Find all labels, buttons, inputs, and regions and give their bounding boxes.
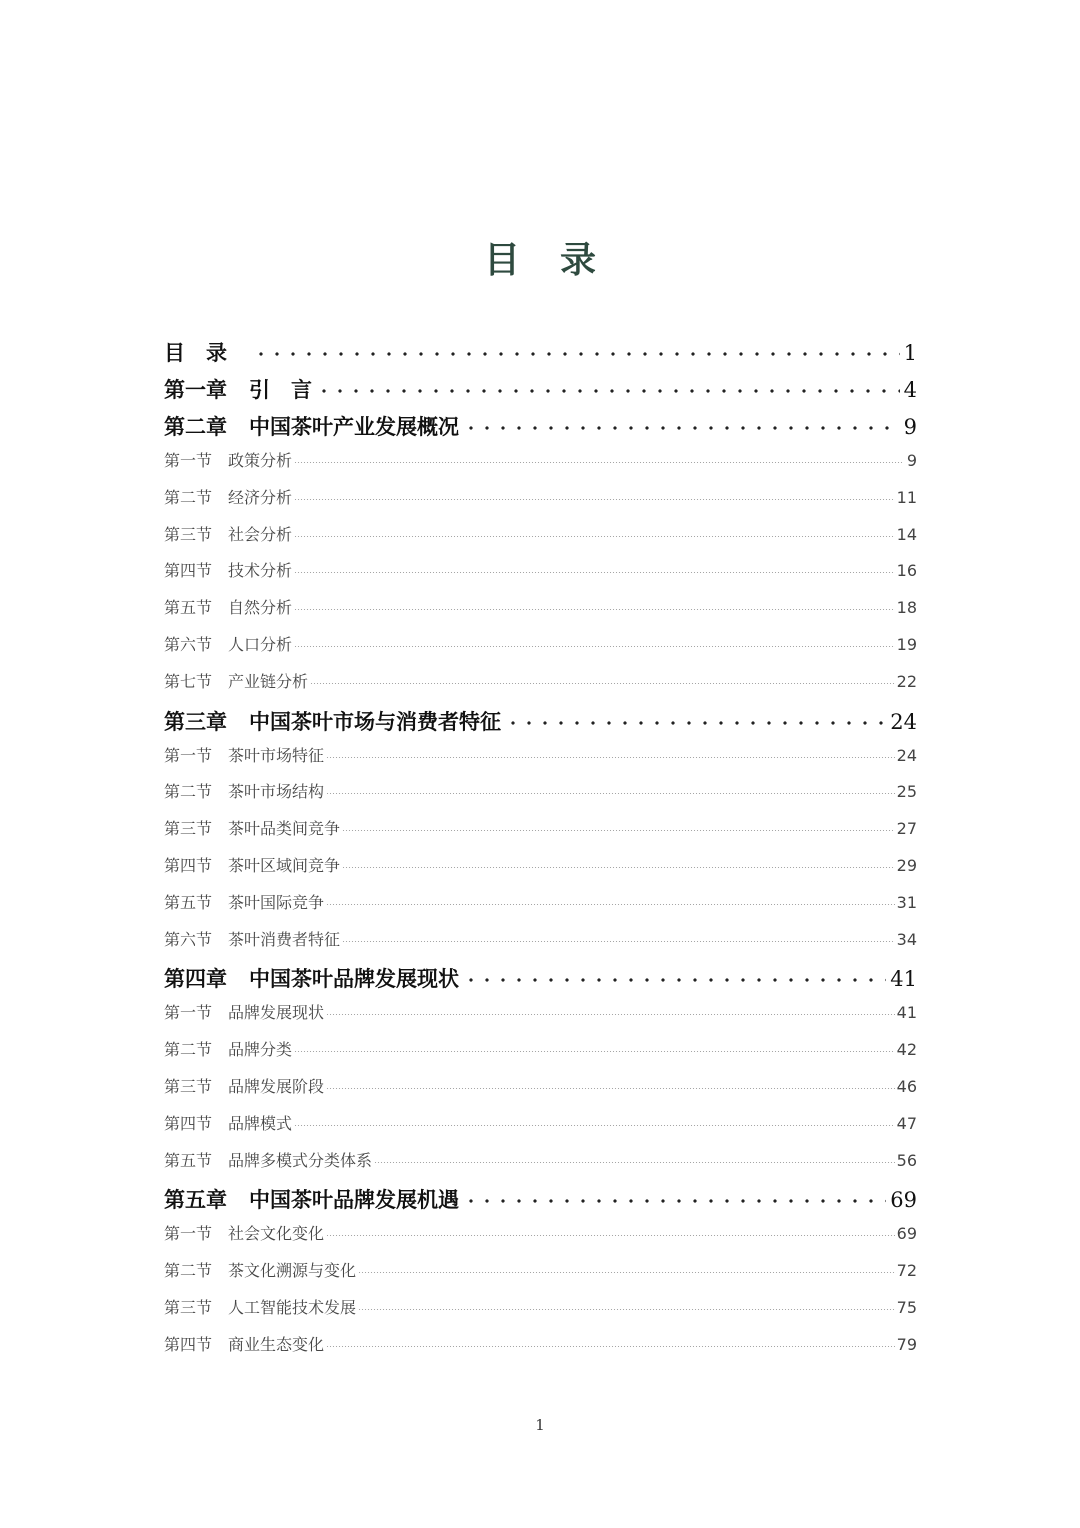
toc-entry-number: 第七节 xyxy=(164,671,213,691)
dot-leader xyxy=(326,1088,895,1089)
toc-entry-label: 商业生态变化 xyxy=(228,1334,325,1354)
toc-entry-label: 社会文化变化 xyxy=(228,1224,325,1244)
dot-leader xyxy=(463,426,900,430)
toc-entry-title xyxy=(164,1184,459,1214)
toc-section-entry[interactable] xyxy=(164,1258,917,1295)
toc-entry-title xyxy=(164,1258,356,1281)
toc-entry-title xyxy=(164,1332,324,1355)
toc-section-entry[interactable] xyxy=(164,1221,917,1258)
toc-entry-page: 9 xyxy=(906,451,917,470)
dot-leader xyxy=(310,683,895,684)
toc-entry-label: 茶叶市场特征 xyxy=(228,745,325,765)
toc-entry-page: 72 xyxy=(896,1261,917,1281)
toc-entry-title xyxy=(164,853,340,876)
toc-entry-title xyxy=(164,927,340,950)
toc-entry-number: 第一节 xyxy=(164,451,213,470)
toc-entry-number: 第四节 xyxy=(164,855,213,875)
toc-chapter-entry[interactable] xyxy=(164,337,917,374)
dot-leader xyxy=(294,499,895,500)
toc-entry-label: 茶叶品类间竞争 xyxy=(228,819,341,839)
toc-entry-title xyxy=(164,411,459,441)
toc-entry-number: 第三节 xyxy=(164,1297,213,1317)
toc-section-entry[interactable] xyxy=(164,669,917,706)
toc-entry-title xyxy=(164,558,292,581)
toc-entry-page: 34 xyxy=(896,929,917,949)
toc-entry-label: 茶叶国际竞争 xyxy=(228,892,325,912)
toc-entry-label: 品牌分类 xyxy=(228,1040,293,1060)
dot-leader xyxy=(463,1199,886,1203)
toc-section-entry[interactable] xyxy=(164,485,917,522)
toc-section-entry[interactable] xyxy=(164,1111,917,1148)
toc-entry-title xyxy=(164,816,340,839)
dot-leader xyxy=(326,793,895,794)
dot-leader xyxy=(253,352,900,356)
toc-entry-number: 第三章 xyxy=(164,709,227,734)
toc-section-entry[interactable] xyxy=(164,522,917,559)
dot-leader xyxy=(294,572,895,573)
toc-entry-number: 第一节 xyxy=(164,745,213,765)
toc-entry-label: 茶文化溯源与变化 xyxy=(228,1261,357,1281)
toc-entry-title xyxy=(164,374,312,404)
dot-leader xyxy=(342,830,895,831)
toc-entry-label: 产业链分析 xyxy=(228,671,309,691)
dot-leader xyxy=(294,646,895,647)
toc-entry-number: 第四节 xyxy=(164,561,213,581)
toc-entry-label: 社会分析 xyxy=(228,524,293,544)
dot-leader xyxy=(326,1014,895,1015)
toc-entry-number: 第四节 xyxy=(164,1334,213,1354)
toc-section-entry[interactable] xyxy=(164,595,917,632)
toc-entry-number: 第三节 xyxy=(164,524,213,544)
dot-leader xyxy=(342,941,895,942)
toc-entry-page: 22 xyxy=(896,671,917,691)
dot-leader xyxy=(326,904,895,905)
toc-entry-number: 第二节 xyxy=(164,1040,213,1060)
toc-entry-page: 1 xyxy=(903,341,917,365)
toc-entry-label: 品牌发展阶段 xyxy=(228,1076,325,1096)
toc-section-entry[interactable] xyxy=(164,1037,917,1074)
toc-section-entry[interactable] xyxy=(164,1332,917,1369)
dot-leader xyxy=(374,1162,895,1163)
toc-entry-title xyxy=(164,963,459,993)
toc-entry-title xyxy=(164,595,292,618)
toc-entry-title xyxy=(164,448,292,471)
toc-entry-label: 人工智能技术发展 xyxy=(228,1297,357,1317)
toc-entry-number: 第一节 xyxy=(164,1003,213,1023)
toc-entry-title xyxy=(164,1295,356,1318)
toc-entry-page: 24 xyxy=(896,745,917,765)
toc-entry-label: 技术分析 xyxy=(228,561,293,581)
toc-entry-number: 第五章 xyxy=(164,1188,227,1213)
page-title: 目录 xyxy=(483,240,636,281)
toc-entry-title xyxy=(164,743,324,766)
page-number: 1 xyxy=(535,1416,545,1434)
toc-entry-number: 第五节 xyxy=(164,892,213,912)
toc-entry-number: 第六节 xyxy=(164,929,213,949)
table-of-contents xyxy=(164,337,917,1369)
dot-leader xyxy=(505,721,886,725)
toc-entry-number: 第二章 xyxy=(164,415,227,439)
toc-entry-label: 经济分析 xyxy=(228,487,293,507)
dot-leader xyxy=(342,867,895,868)
toc-entry-label: 品牌模式 xyxy=(228,1113,293,1133)
toc-entry-label: 人口分析 xyxy=(228,634,293,654)
toc-entry-page: 47 xyxy=(896,1113,917,1133)
toc-entry-page: 29 xyxy=(896,855,917,875)
toc-entry-number: 第五节 xyxy=(164,1150,213,1170)
toc-entry-title xyxy=(164,522,292,545)
dot-leader xyxy=(294,1051,895,1052)
dot-leader xyxy=(294,1125,895,1126)
dot-leader xyxy=(358,1309,895,1310)
toc-entry-page: 25 xyxy=(896,782,917,802)
toc-entry-label: 引 言 xyxy=(249,378,312,402)
toc-entry-title xyxy=(164,1148,372,1171)
toc-entry-title xyxy=(164,1037,292,1060)
toc-entry-title xyxy=(164,779,324,802)
toc-entry-number: 第二节 xyxy=(164,487,213,507)
toc-entry-label: 中国茶叶市场与消费者特征 xyxy=(249,709,501,734)
toc-entry-number: 第五节 xyxy=(164,598,213,618)
toc-entry-number: 第四节 xyxy=(164,1113,213,1133)
toc-entry-page: 16 xyxy=(896,561,917,581)
toc-entry-label: 中国茶叶品牌发展机遇 xyxy=(249,1188,459,1213)
toc-section-entry[interactable] xyxy=(164,779,917,816)
toc-entry-page: 18 xyxy=(896,598,917,618)
toc-entry-label: 茶叶区域间竞争 xyxy=(228,855,341,875)
toc-chapter-entry[interactable] xyxy=(164,963,917,1000)
toc-entry-title xyxy=(164,1000,324,1023)
toc-entry-page: 79 xyxy=(896,1334,917,1354)
toc-entry-title xyxy=(164,669,308,692)
toc-entry-number: 目 录 xyxy=(164,341,227,365)
toc-entry-title xyxy=(164,1074,324,1097)
toc-section-entry[interactable] xyxy=(164,890,917,927)
toc-chapter-entry[interactable] xyxy=(164,411,917,448)
toc-chapter-entry[interactable] xyxy=(164,706,917,743)
dot-leader xyxy=(358,1272,895,1273)
toc-entry-number: 第四章 xyxy=(164,967,227,992)
toc-entry-number: 第三节 xyxy=(164,1076,213,1096)
toc-entry-number: 第一章 xyxy=(164,378,227,402)
toc-section-entry[interactable] xyxy=(164,558,917,595)
dot-leader xyxy=(463,978,886,982)
toc-entry-page: 75 xyxy=(896,1297,917,1317)
dot-leader xyxy=(316,389,900,393)
toc-entry-page: 4 xyxy=(903,378,917,402)
toc-section-entry[interactable] xyxy=(164,448,917,485)
toc-entry-title xyxy=(164,1111,292,1134)
dot-leader xyxy=(294,462,903,463)
toc-entry-label: 茶叶市场结构 xyxy=(228,782,325,802)
dot-leader xyxy=(294,536,895,537)
toc-entry-number: 第二节 xyxy=(164,782,213,802)
toc-section-entry[interactable] xyxy=(164,816,917,853)
toc-section-entry[interactable] xyxy=(164,1148,917,1185)
toc-entry-page: 14 xyxy=(896,524,917,544)
toc-entry-page: 27 xyxy=(896,819,917,839)
dot-leader xyxy=(326,1346,895,1347)
toc-entry-label: 中国茶叶产业发展概况 xyxy=(249,415,459,439)
toc-entry-page: 24 xyxy=(890,709,917,734)
toc-entry-title xyxy=(164,890,324,913)
toc-entry-page: 46 xyxy=(896,1076,917,1096)
toc-entry-page: 69 xyxy=(896,1224,917,1244)
toc-entry-page: 41 xyxy=(890,967,917,992)
dot-leader xyxy=(326,1235,895,1236)
toc-entry-title xyxy=(164,706,501,736)
toc-entry-label: 品牌发展现状 xyxy=(228,1003,325,1023)
toc-entry-title xyxy=(164,485,292,508)
toc-entry-title xyxy=(164,337,249,367)
toc-entry-label: 茶叶消费者特征 xyxy=(228,929,341,949)
toc-entry-number: 第一节 xyxy=(164,1224,213,1244)
toc-entry-label: 自然分析 xyxy=(228,598,293,618)
toc-entry-page: 11 xyxy=(896,487,917,507)
toc-section-entry[interactable] xyxy=(164,1000,917,1037)
toc-entry-page: 19 xyxy=(896,634,917,654)
toc-entry-page: 69 xyxy=(890,1188,917,1213)
toc-entry-label: 中国茶叶品牌发展现状 xyxy=(249,967,459,992)
toc-chapter-entry[interactable] xyxy=(164,374,917,411)
toc-chapter-entry[interactable] xyxy=(164,1184,917,1221)
toc-entry-title xyxy=(164,632,292,655)
toc-entry-title xyxy=(164,1221,324,1244)
toc-entry-label: 政策分析 xyxy=(228,451,293,470)
toc-entry-page: 42 xyxy=(896,1040,917,1060)
toc-section-entry[interactable] xyxy=(164,1074,917,1111)
toc-entry-page: 41 xyxy=(896,1003,917,1023)
dot-leader xyxy=(294,609,895,610)
toc-entry-page: 56 xyxy=(896,1150,917,1170)
toc-section-entry[interactable] xyxy=(164,927,917,964)
toc-section-entry[interactable] xyxy=(164,743,917,780)
toc-section-entry[interactable] xyxy=(164,853,917,890)
dot-leader xyxy=(326,757,895,758)
toc-section-entry[interactable] xyxy=(164,1295,917,1332)
toc-entry-number: 第六节 xyxy=(164,634,213,654)
toc-entry-page: 31 xyxy=(896,892,917,912)
toc-entry-label: 品牌多模式分类体系 xyxy=(228,1150,373,1170)
toc-entry-number: 第二节 xyxy=(164,1261,213,1281)
toc-entry-page: 9 xyxy=(903,415,917,439)
toc-section-entry[interactable] xyxy=(164,632,917,669)
toc-entry-number: 第三节 xyxy=(164,819,213,839)
